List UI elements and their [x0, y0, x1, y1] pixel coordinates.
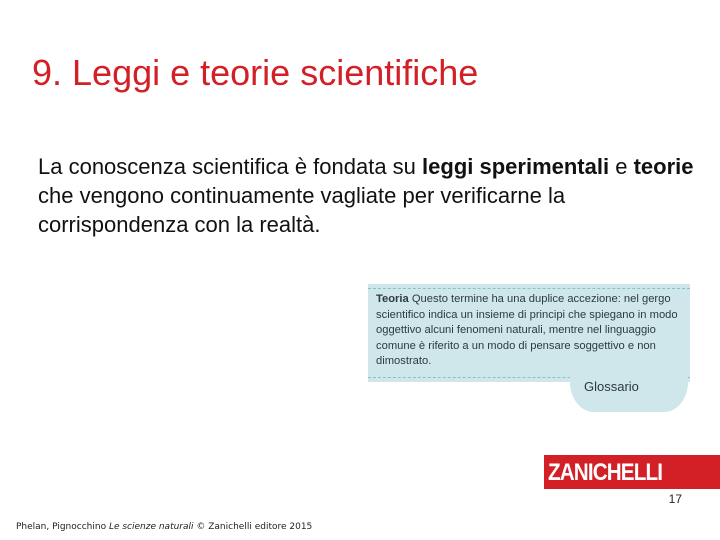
- publisher-logo: [544, 455, 720, 489]
- publisher-logo-text: ZANICHELLI: [548, 459, 663, 486]
- body-bold-leggi: leggi sperimentali: [422, 154, 610, 179]
- body-text-part: che vengono continuamente vagliate per verificarne la corrispondenza con la realtà.: [38, 183, 566, 237]
- glossary-term: Teoria: [376, 293, 409, 305]
- glossary-definition-text: Questo termine ha una duplice accezione: nel gergo scientifico indica un insieme di principi che spiegano in modo oggettivo alcuni fenomeni naturali, mentre nel linguaggio comune è riferito a un modo di pensare soggettivo e non dimostrato.: [376, 293, 678, 368]
- credit-authors: Phelan, Pignocchino: [16, 522, 109, 532]
- credit-book-title: Le scienze naturali: [108, 522, 194, 532]
- page-number: 17: [668, 492, 682, 506]
- body-text-part: e: [609, 154, 634, 179]
- glossary-definition: [376, 292, 684, 370]
- glossary-tab-label: Glossario: [584, 379, 639, 394]
- slide-title: 9. Leggi e teorie scientifiche: [32, 52, 479, 93]
- body-bold-teorie: teorie: [633, 154, 694, 179]
- slide-body-text: [38, 152, 698, 239]
- body-text-part: La conoscenza scientifica è fondata su: [38, 154, 423, 179]
- credit-publisher: © Zanichelli editore 2015: [193, 522, 313, 532]
- footer-credit: [16, 522, 312, 532]
